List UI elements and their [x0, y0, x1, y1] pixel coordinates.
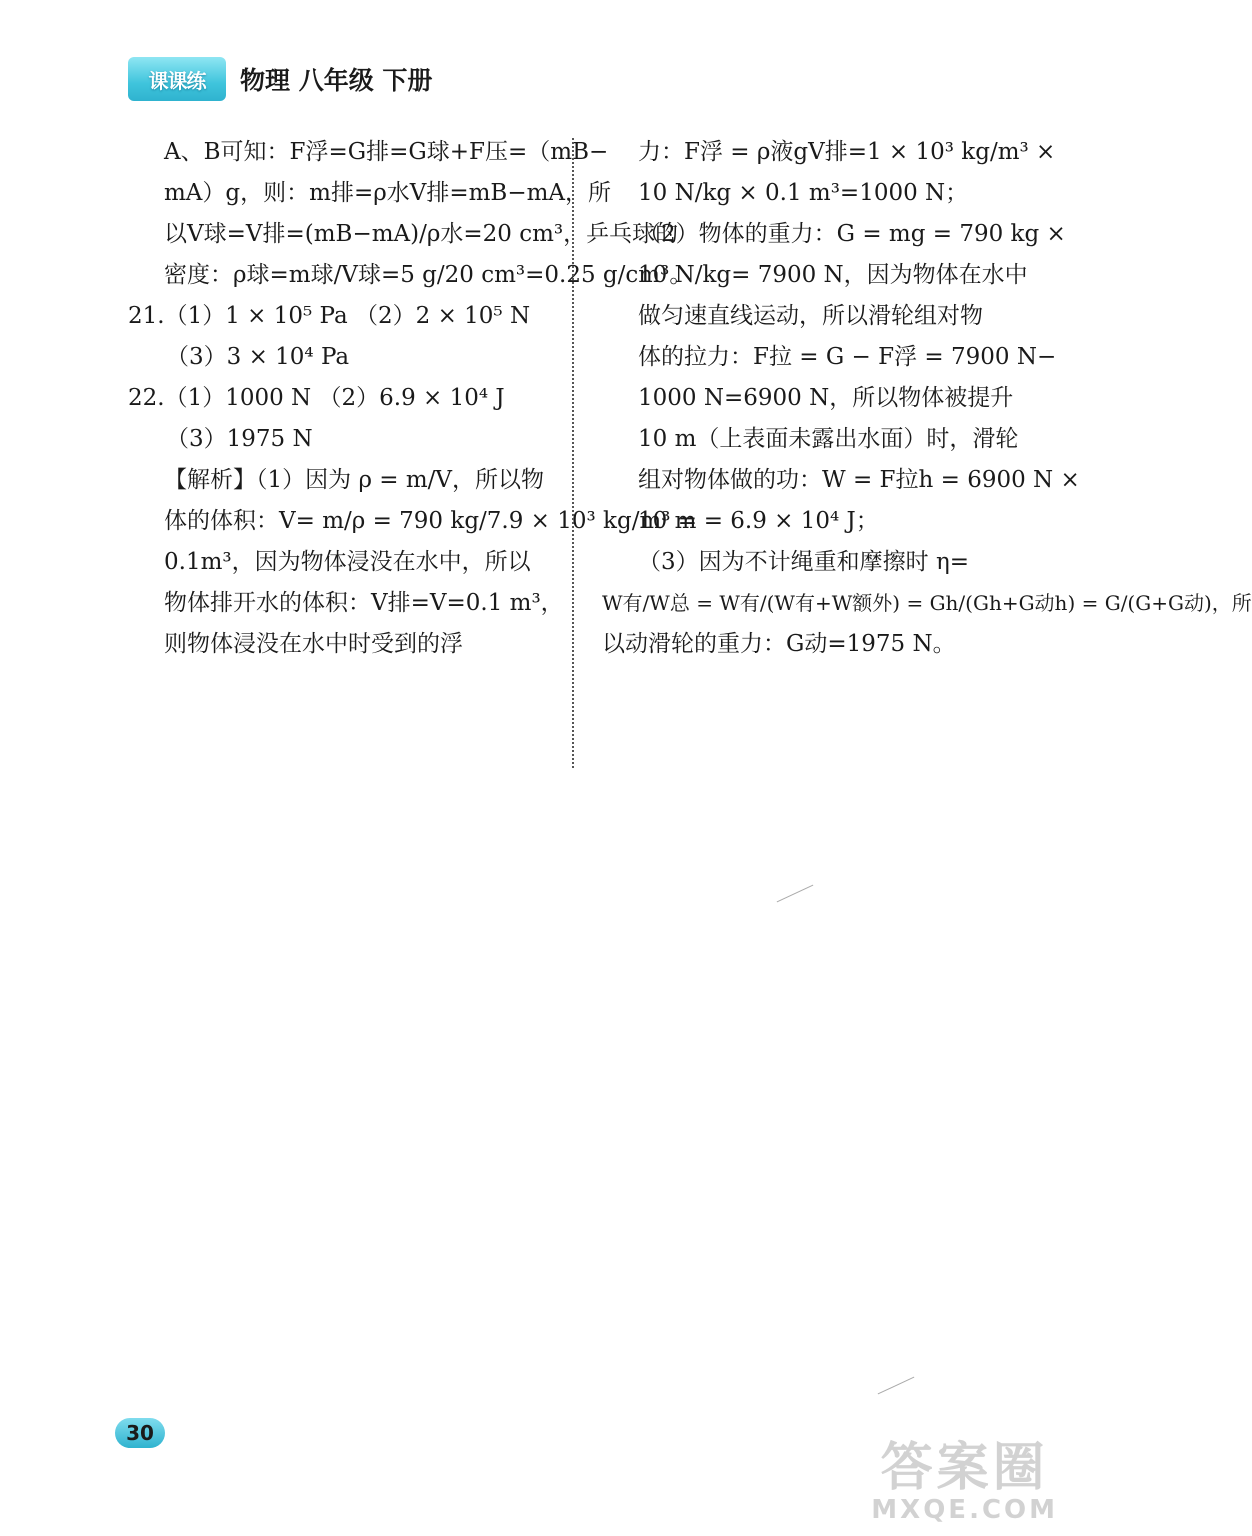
text-line: 1000 N=6900 N，所以物体被提升	[638, 385, 1014, 411]
pencil-mark	[878, 1377, 915, 1395]
watermark	[871, 1440, 1058, 1524]
text-line: 体的拉力：F拉 = G − F浮 = 7900 N−	[638, 344, 1057, 370]
text-line: 体的体积：V= m/ρ = 790 kg/7.9 × 10³ kg/m³ =	[164, 508, 698, 534]
page-number: 30	[115, 1418, 165, 1448]
watermark-url: MXQE.COM	[871, 1495, 1058, 1525]
text-line: 10 m（上表面未露出水面）时，滑轮	[638, 426, 1019, 452]
text-line: （2）物体的重力：G = mg = 790 kg ×	[638, 221, 1066, 247]
pencil-mark	[777, 885, 814, 903]
answer-21: 21.（1）1 × 10⁵ Pa （2）2 × 10⁵ N	[128, 303, 531, 329]
text-line: 则物体浸没在水中时受到的浮	[164, 631, 463, 657]
answer-21-part3: （3）3 × 10⁴ Pa	[166, 344, 350, 370]
answer-22-part3: （3）1975 N	[166, 426, 313, 452]
left-column	[128, 132, 698, 665]
efficiency-formula: W有/W总 = W有/(W有+W额外) = Gh/(Gh+G动h) = G/(G+G动)，所	[602, 591, 1252, 615]
text-line: 力：F浮 = ρ液gV排=1 × 10³ kg/m³ ×	[638, 139, 1056, 165]
text-line: （3）因为不计绳重和摩擦时 η=	[638, 549, 969, 575]
brand-logo: 课课练	[128, 57, 226, 101]
text-line: 以V球=V排=(mB−mA)/ρ水=20 cm³，乒乓球的	[164, 221, 679, 247]
page-header	[128, 55, 432, 103]
book-title: 物理 八年级 下册	[240, 66, 433, 95]
text-line: 10 N/kg × 0.1 m³=1000 N；	[638, 180, 969, 206]
text-line: 0.1m³，因为物体浸没在水中，所以	[164, 549, 531, 575]
text-line: 物体排开水的体积：V排=V=0.1 m³，	[164, 590, 564, 616]
text-line: mA）g，则：m排=ρ水V排=mB−mA，所	[164, 180, 612, 206]
analysis-line: 【解析】（1）因为 ρ = m/V，所以物	[164, 467, 545, 493]
right-column	[602, 132, 1252, 665]
text-line: 密度：ρ球=m球/V球=5 g/20 cm³=0.25 g/cm³。	[164, 262, 693, 288]
text-line: 组对物体做的功：W = F拉h = 6900 N ×	[638, 467, 1080, 493]
text-line: 做匀速直线运动，所以滑轮组对物	[638, 303, 983, 329]
column-divider	[572, 138, 574, 768]
answer-22: 22.（1）1000 N （2）6.9 × 10⁴ J	[128, 385, 505, 411]
text-line: 10 N/kg= 7900 N，因为物体在水中	[638, 262, 1028, 288]
watermark-logo-text: 答案圈	[880, 1438, 1049, 1498]
text-line: 10 m = 6.9 × 10⁴ J；	[638, 508, 879, 534]
text-line: 以动滑轮的重力：G动=1975 N。	[602, 631, 956, 657]
text-line: A、B可知：F浮=G排=G球+F压=（mB−	[164, 139, 609, 165]
